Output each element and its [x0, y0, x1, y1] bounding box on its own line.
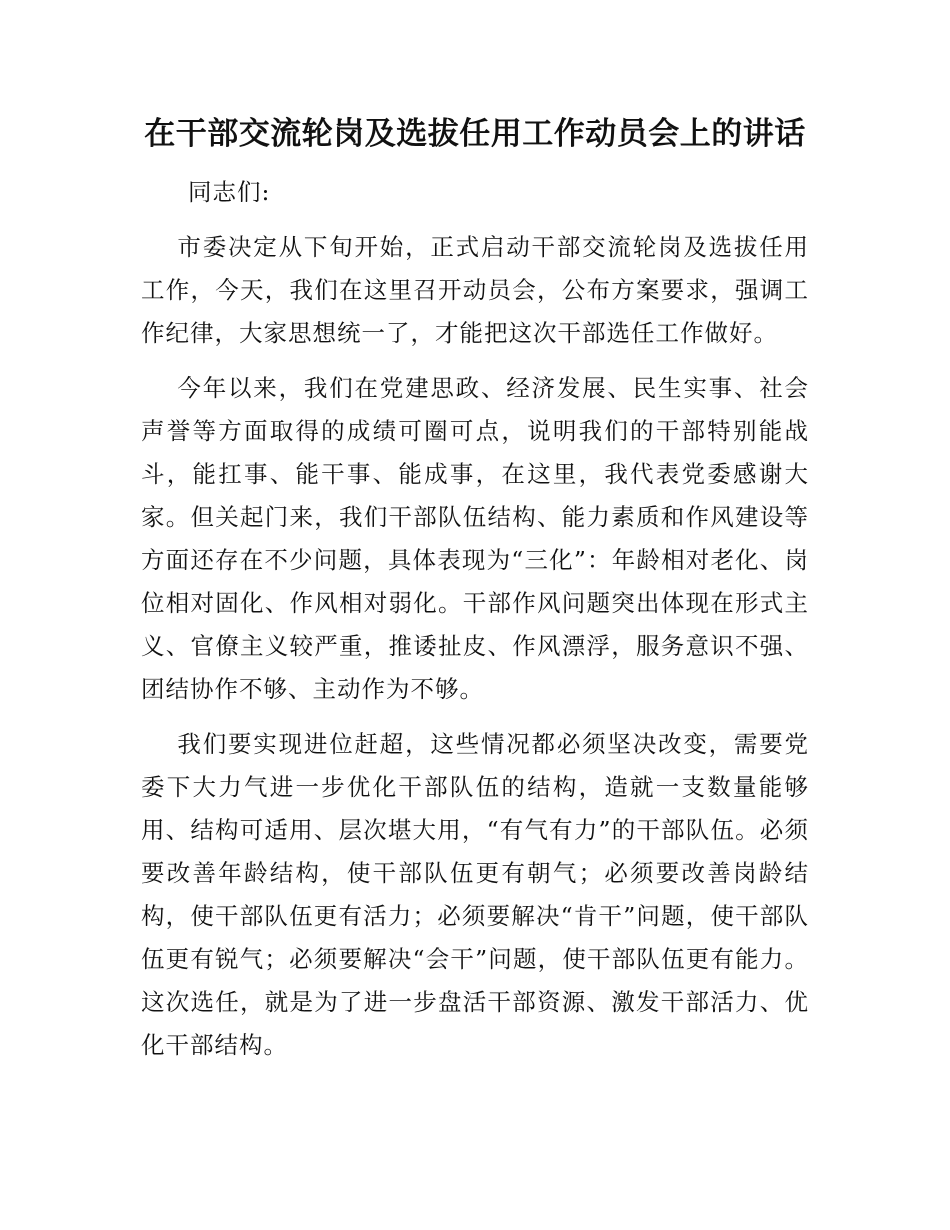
- document-page: [141, 112, 809, 1067]
- paragraph: 市委决定从下旬开始，正式启动干部交流轮岗及选拔任用工作，今天，我们在这里召开动员会，公布方案要求，强调工作纪律，大家思想统一了，才能把这次干部选任工作做好。: [141, 233, 809, 347]
- paragraph: 今年以来，我们在党建思政、经济发展、民生实事、社会声誉等方面取得的成绩可圈可点，说明我们的干部特别能战斗，能扛事、能干事、能成事，在这里，我代表党委感谢大家。但关起门来，我们干部队伍结构、能力素质和作风建设等方面还存在不少问题，具体表现为“三化”：年龄相对老化、岗位相对固化、作风相对弱化。干部作风问题突出体现在形式主义、官僚主义较严重，推诿扯皮、作风漂浮，服务意识不强、团结协作不够、主动作为不够。: [141, 374, 809, 703]
- salutation: 同志们:: [188, 178, 271, 206]
- document-title: 在干部交流轮岗及选拔任用工作动员会上的讲话: [144, 116, 806, 152]
- document-body: [141, 171, 809, 1067]
- paragraph: 我们要实现进位赶超，这些情况都必须坚决改变，需要党委下大力气进一步优化干部队伍的结构，造就一支数量能够用、结构可适用、层次堪大用，“有气有力”的干部队伍。必须要改善年龄结构，使干部队伍更有朝气；必须要改善岗龄结构，使干部队伍更有活力；必须要解决“肯干”问题，使干部队伍更有锐气；必须要解决“会干”问题，使干部队伍更有能力。这次选任，就是为了进一步盘活干部资源、激发干部活力、优化干部结构。: [141, 730, 809, 1059]
